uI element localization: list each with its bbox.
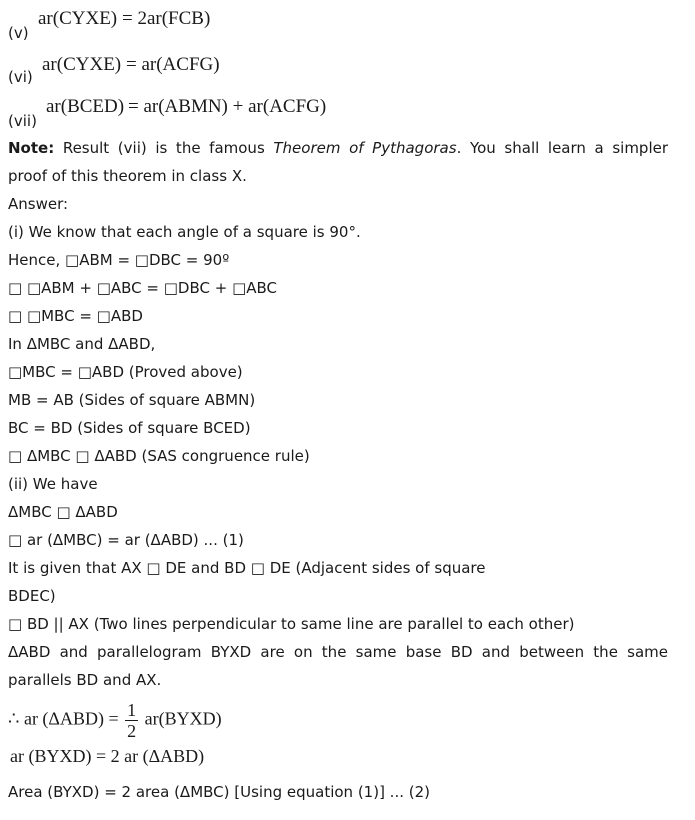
answer-line: It is given that AX □ DE and BD □ DE (Adjacent sides of square — [8, 559, 486, 577]
fraction — [125, 700, 138, 741]
equation-lhs: ∴ ar (ΔABD) = — [8, 708, 119, 729]
note-theorem: Theorem of Pythagoras — [273, 139, 457, 157]
item-equation-lhs: ar(BCED) — [46, 96, 125, 117]
note-line-2: proof of this theorem in class X. — [8, 167, 247, 185]
fraction-denominator: 2 — [127, 721, 137, 741]
note-label: Note: — [8, 139, 55, 157]
item-number: (vii) — [8, 112, 37, 130]
item-equation-rhs: = ar(ACFG) — [126, 54, 220, 75]
fraction-numerator: 1 — [127, 700, 137, 720]
item-number: (v) — [8, 24, 29, 42]
item-equation-lhs: ar(CYXE) — [38, 8, 118, 29]
answer-label: Answer: — [8, 195, 69, 213]
note-text: Result (vii) is the famous — [54, 139, 274, 157]
answer-line: Hence, □ABM = □DBC = 90º — [8, 251, 230, 269]
answer-line: □ ΔMBC □ ΔABD (SAS congruence rule) — [8, 447, 310, 465]
item-equation-rhs: = ar(ABMN) + ar(ACFG) — [128, 96, 327, 117]
answer-line: BC = BD (Sides of square BCED) — [8, 419, 251, 437]
note-text: . You shall learn a simpler — [456, 139, 669, 157]
answer-line: □ □MBC = □ABD — [8, 307, 143, 325]
answer-line: □ BD || AX (Two lines perpendicular to same line are parallel to each other) — [8, 615, 575, 633]
answer-line: □MBC = □ABD (Proved above) — [8, 363, 243, 381]
item-equation-lhs: ar(CYXE) — [42, 54, 122, 75]
answer-line: In ΔMBC and ΔABD, — [8, 335, 156, 353]
answer-line: □ □ABM + □ABC = □DBC + □ABC — [8, 279, 278, 297]
equation-rhs: ar(BYXD) — [144, 708, 222, 729]
answer-line: (ii) We have — [8, 475, 98, 493]
area-line: Area (BYXD) = 2 area (ΔMBC) [Using equation (1)] ... (2) — [8, 783, 431, 801]
answer-line: MB = AB (Sides of square ABMN) — [8, 391, 256, 409]
item-number: (vi) — [8, 68, 33, 86]
answer-line: □ ar (ΔMBC) = ar (ΔABD) ... (1) — [8, 531, 244, 549]
answer-line: (i) We know that each angle of a square is 90°. — [8, 223, 361, 241]
equation-2: ar (BYXD) = 2 ar (ΔABD) — [10, 746, 205, 766]
equation-fraction — [8, 700, 222, 741]
note-line-1 — [8, 134, 668, 162]
paragraph-line-1: ΔABD and parallelogram BYXD are on the same base BD and between the same — [8, 643, 668, 661]
answer-line: ΔMBC □ ΔABD — [8, 503, 118, 521]
item-equation-rhs: = 2ar(FCB) — [122, 8, 211, 29]
answer-line: BDEC) — [8, 587, 56, 605]
paragraph-line-2: parallels BD and AX. — [8, 671, 162, 689]
